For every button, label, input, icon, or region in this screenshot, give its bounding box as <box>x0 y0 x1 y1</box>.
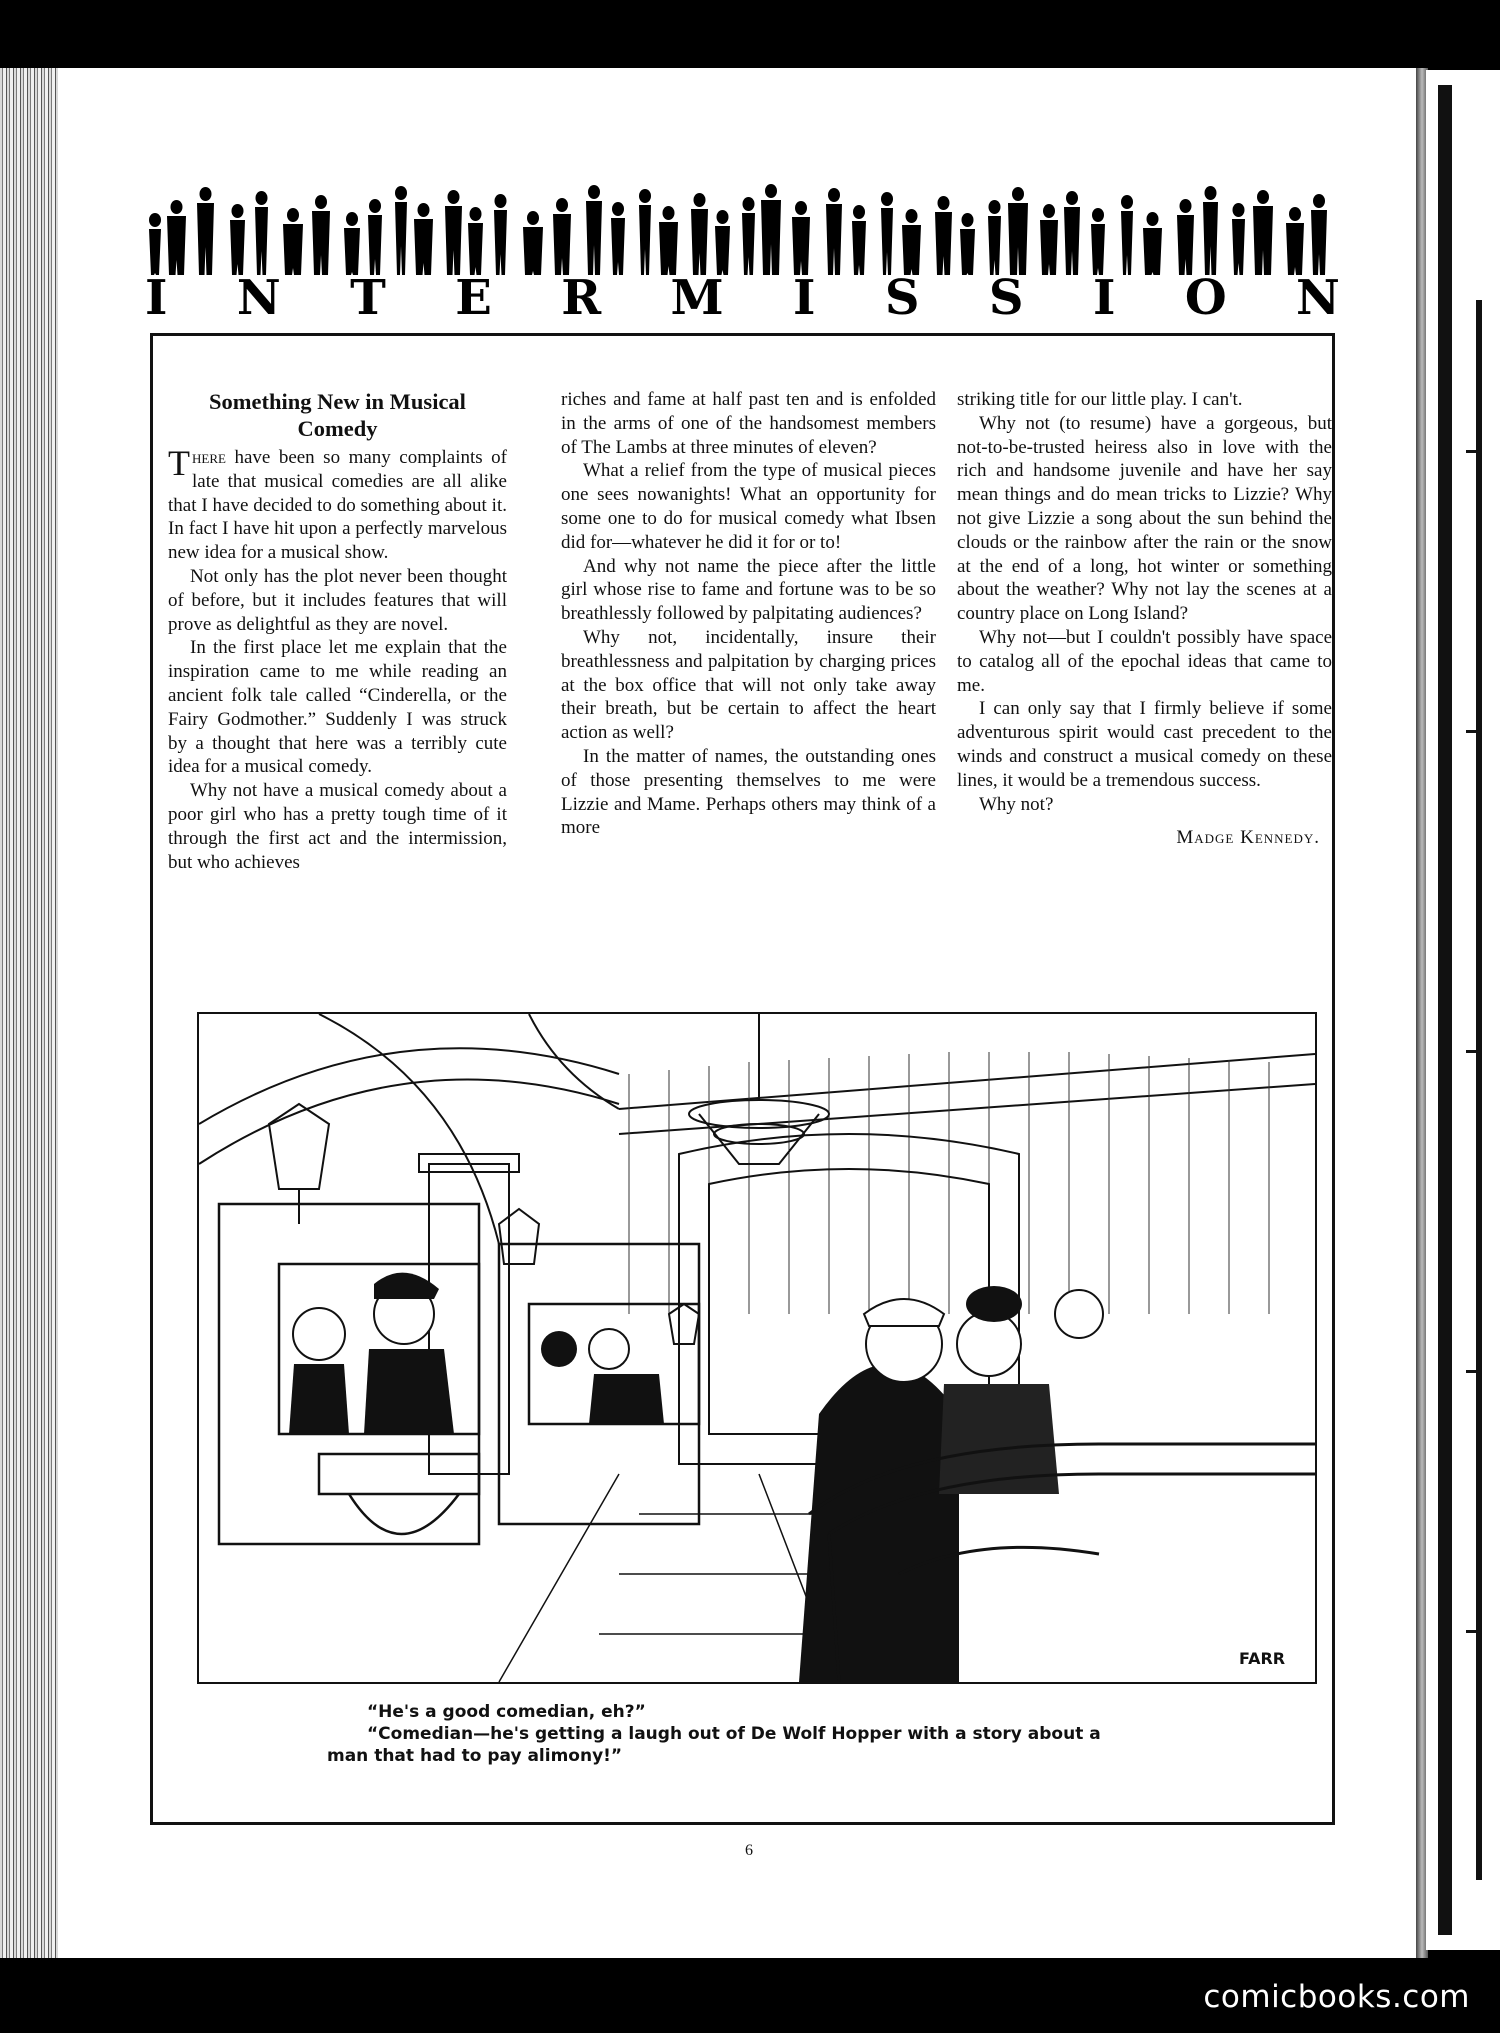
masthead-letter: N <box>1296 270 1340 326</box>
cartoon-caption <box>327 1701 1247 1767</box>
article-column-1 <box>168 388 507 874</box>
drop-cap: T <box>168 443 190 483</box>
masthead-letter: I <box>1092 270 1116 326</box>
article-column-3 <box>957 388 1332 850</box>
site-watermark: comicbooks.com <box>1203 1979 1470 2015</box>
article-paragraph: Why not? <box>979 793 1054 815</box>
article-paragraph: striking title for our little play. I can't. <box>957 389 1243 410</box>
article-paragraph: What a relief from the type of musical pieces one sees nowanights! What an opportunity for some one to do for musical comedy what Ibsen did for—whatever he did it for or to! <box>561 460 936 553</box>
adjacent-page-edge <box>1426 70 1500 1950</box>
article-paragraph: Why not, incidentally, insure their breathlessness and palpitation by charging prices at the box office that will not only take away their breath, but be certain to affect the heart action as well? <box>561 626 936 744</box>
article-paragraph: In the first place let me explain that the inspiration came to me while reading an ancient folk tale called “Cinderella, or the Fairy Godmother.” Suddenly I was struck by a thought that here was a terribly cute idea for a musical comedy. <box>168 637 507 778</box>
article-title: Something New in Musical Comedy <box>209 389 466 441</box>
masthead-letter: R <box>561 270 602 326</box>
masthead-letter: I <box>793 270 816 326</box>
masthead-letter: N <box>236 270 281 326</box>
masthead-letter: S <box>884 270 920 326</box>
masthead-letter: S <box>988 270 1024 326</box>
author-signature: Madge Kennedy. <box>1176 827 1320 849</box>
article-paragraph: And why not name the piece after the little girl whose rise to fame and fortune was to be so breathlessly followed by palpitating audiences? <box>561 555 936 625</box>
cartoon-drawing <box>199 1014 1315 1682</box>
masthead-letter: O <box>1184 270 1227 326</box>
caption-line: “He's a good comedian, eh?” <box>367 1702 646 1722</box>
artist-signature: FARR <box>1239 1649 1286 1668</box>
article-paragraph: There have been so many complaints of late that musical comedies are all alike that I have decided to do something about it. In fact I have hit upon a perfectly marvelous new idea for a musical show. <box>168 443 507 564</box>
article-paragraph: In the matter of names, the outstanding ones of those presenting themselves to me were Lizzie and Mame. Perhaps others may think of a more <box>561 745 936 839</box>
article-column-2 <box>561 388 936 840</box>
masthead-letter: I <box>145 270 168 326</box>
page-number: 6 <box>745 1842 753 1859</box>
caption-line: man that had to pay alimony!” <box>327 1746 623 1766</box>
masthead-letter: T <box>350 270 386 326</box>
masthead-letter: E <box>455 270 492 326</box>
restaurant-cartoon-illustration <box>197 1012 1317 1684</box>
masthead-intermission <box>145 268 1340 328</box>
article-paragraph: riches and fame at half past ten and is enfolded in the arms of one of the handsomest members of The Lambs at three minutes of eleven? <box>561 389 936 458</box>
book-page-edges <box>0 68 62 1958</box>
masthead-letter: M <box>670 270 724 326</box>
intermission-crowd-illustration <box>145 175 1335 280</box>
caption-line: “Comedian—he's getting a laugh out of De Wolf Hopper with a story about a <box>367 1724 1101 1744</box>
article-paragraph: Not only has the plot never been thought of before, but it includes features that will prove as delightful as they are novel. <box>168 565 507 635</box>
article-paragraph: I can only say that I firmly believe if some adventurous spirit would cast precedent to the winds and construct a musical comedy on these lines, it would be a tremendous success. <box>957 698 1332 791</box>
article-paragraph: Why not (to resume) have a gorgeous, but not-to-be-trusted heiress also in love with the rich and handsome juvenile and have her say mean things and do mean tricks to Lizzie? Why not give Lizzie a song about the sun behind the clouds or the rainbow after the rain or the snow at the end of a long, hot winter or something about the weather? Why not lay the scenes at a country place on Long Island? <box>957 412 1332 625</box>
article-paragraph: Why not have a musical comedy about a poor girl who has a pretty tough time of it through the first act and the intermission, but who achieves <box>168 780 507 873</box>
article-paragraph: Why not—but I couldn't possibly have space to catalog all of the epochal ideas that came to me. <box>957 626 1332 696</box>
